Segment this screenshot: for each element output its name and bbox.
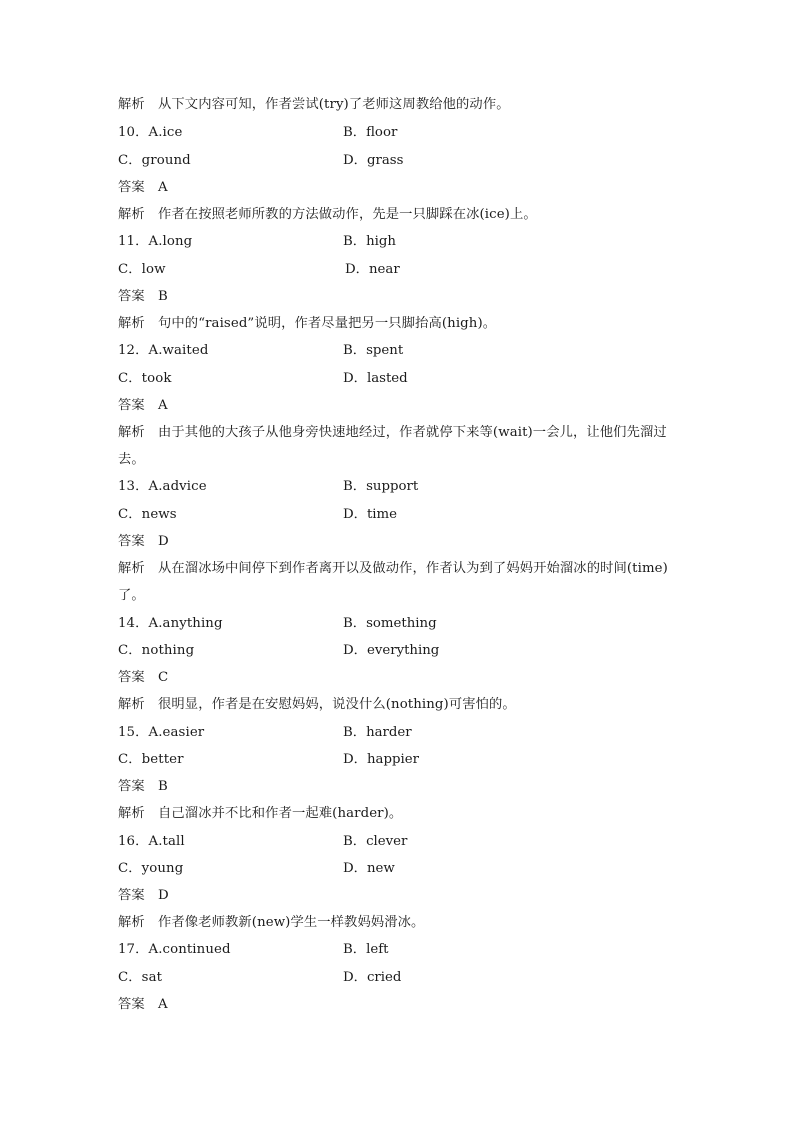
question-option-d: D．grass [343, 153, 404, 168]
question-option-d: D．near [345, 262, 400, 277]
question-option-b: B．support [343, 479, 419, 494]
question-option-a: 13．A.advice [118, 479, 207, 494]
answer-label: 答案 [118, 180, 145, 195]
answer-label: 答案 [118, 779, 145, 794]
question-option-d: D．new [343, 861, 395, 876]
answer-line [118, 179, 168, 197]
answer-value: D [158, 534, 169, 549]
analysis-text: 很明显，作者是在安慰妈妈，说没什么(nothing)可害怕的。 [158, 697, 516, 712]
question-option-a: 10．A.ice [118, 125, 183, 140]
answer-line [118, 288, 168, 306]
answer-value: A [158, 180, 168, 195]
analysis-line [118, 805, 402, 823]
answer-value: D [158, 888, 169, 903]
analysis-text: 由于其他的大孩子从他身旁快速地经过，作者就停下来等(wait)一会儿，让他们先溜过 [158, 425, 667, 440]
analysis-text: 从下文内容可知，作者尝试(try)了老师这周教给他的动作。 [158, 97, 510, 112]
analysis-label: 解析 [118, 915, 145, 930]
answer-value: A [158, 997, 168, 1012]
question-option-b: B．left [343, 942, 389, 957]
analysis-line [118, 696, 516, 714]
question-option-c: C．ground [118, 153, 191, 168]
answer-value: A [158, 398, 168, 413]
answer-label: 答案 [118, 997, 145, 1012]
answer-label: 答案 [118, 534, 145, 549]
analysis-label: 解析 [118, 97, 145, 112]
analysis-label: 解析 [118, 697, 145, 712]
analysis-line [118, 560, 668, 578]
analysis-label: 解析 [118, 316, 145, 331]
answer-label: 答案 [118, 670, 145, 685]
question-option-c: C．low [118, 262, 166, 277]
answer-line [118, 669, 168, 687]
question-option-c: C．better [118, 752, 184, 767]
analysis-line [118, 315, 496, 333]
analysis-line [118, 914, 424, 932]
question-option-a: 11．A.long [118, 234, 193, 249]
question-option-d: D．cried [343, 970, 402, 985]
question-option-c: C．took [118, 371, 172, 386]
answer-value: B [158, 289, 168, 304]
analysis-continuation: 了。 [118, 588, 145, 603]
question-option-b: B．floor [343, 125, 398, 140]
question-option-a: 15．A.easier [118, 725, 205, 740]
analysis-label: 解析 [118, 806, 145, 821]
answer-value: B [158, 779, 168, 794]
answer-line [118, 887, 169, 905]
question-option-a: 17．A.continued [118, 942, 231, 957]
answer-label: 答案 [118, 398, 145, 413]
answer-line [118, 397, 168, 415]
question-option-c: C．young [118, 861, 184, 876]
question-option-d: D．everything [343, 643, 440, 658]
answer-line [118, 778, 168, 796]
question-option-b: B．spent [343, 343, 404, 358]
question-option-b: B．high [343, 234, 396, 249]
analysis-text: 句中的“raised”说明，作者尽量把另一只脚抬高(high)。 [158, 316, 497, 331]
question-option-b: B．harder [343, 725, 412, 740]
analysis-line [118, 96, 510, 114]
analysis-text: 作者在按照老师所教的方法做动作，先是一只脚踩在冰(ice)上。 [158, 207, 537, 222]
question-option-c: C．sat [118, 970, 163, 985]
answer-line [118, 533, 169, 551]
analysis-line [118, 424, 667, 442]
question-option-c: C．nothing [118, 643, 195, 658]
question-option-d: D．happier [343, 752, 419, 767]
answer-label: 答案 [118, 888, 145, 903]
question-option-a: 16．A.tall [118, 834, 185, 849]
analysis-text: 作者像老师教新(new)学生一样教妈妈滑冰。 [158, 915, 425, 930]
answer-label: 答案 [118, 289, 145, 304]
question-option-d: D．time [343, 507, 398, 522]
question-option-b: B．clever [343, 834, 408, 849]
question-option-d: D．lasted [343, 371, 408, 386]
analysis-line [118, 206, 537, 224]
analysis-text: 从在溜冰场中间停下到作者离开以及做动作，作者认为到了妈妈开始溜冰的时间(time) [158, 561, 668, 576]
analysis-label: 解析 [118, 561, 145, 576]
question-option-c: C．news [118, 507, 177, 522]
answer-line [118, 996, 168, 1014]
analysis-label: 解析 [118, 425, 145, 440]
analysis-continuation: 去。 [118, 452, 145, 467]
answer-value: C [158, 670, 169, 685]
analysis-label: 解析 [118, 207, 145, 222]
question-option-a: 14．A.anything [118, 616, 223, 631]
question-option-a: 12．A.waited [118, 343, 209, 358]
analysis-text: 自己溜冰并不比和作者一起难(harder)。 [158, 806, 403, 821]
question-option-b: B．something [343, 616, 437, 631]
